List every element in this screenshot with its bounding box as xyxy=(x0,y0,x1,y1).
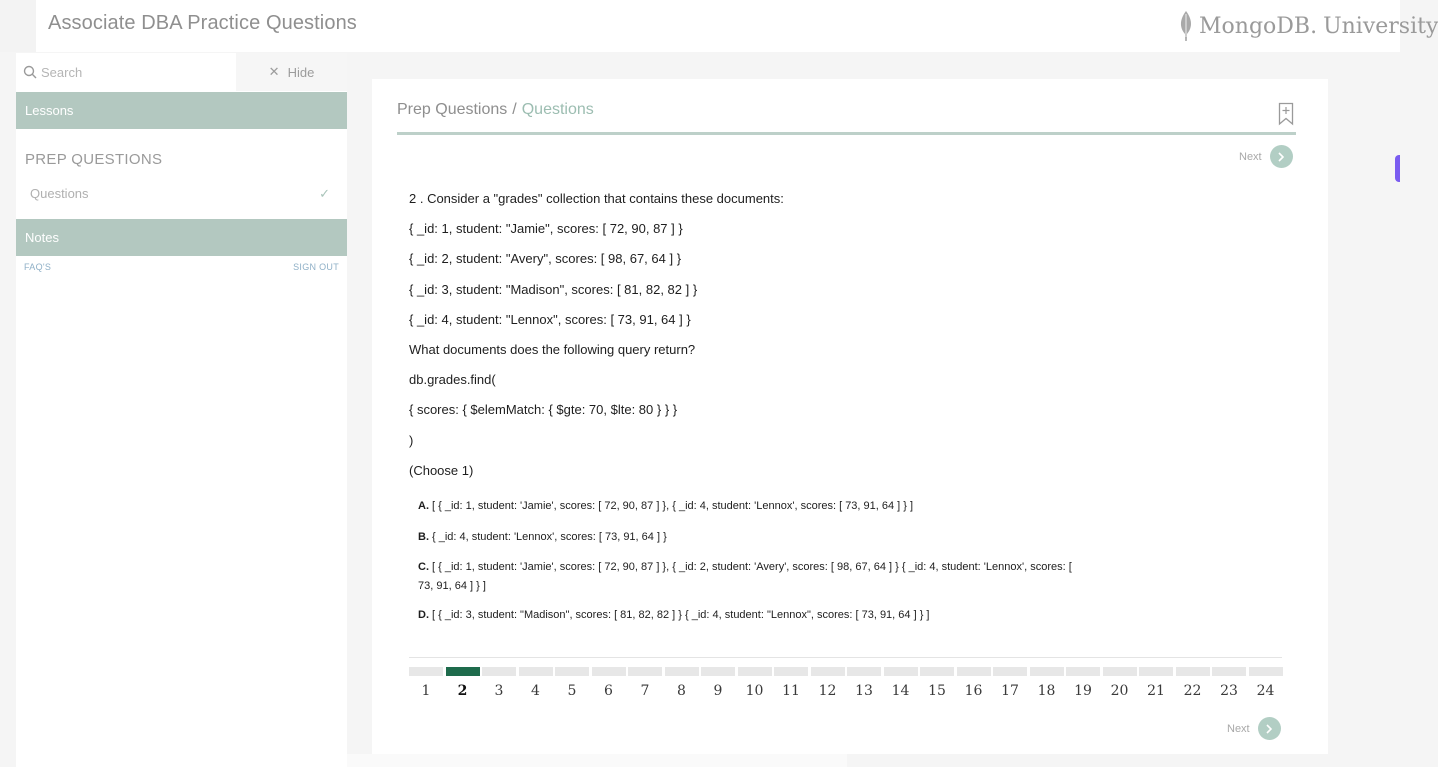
question-line: { _id: 2, student: "Avery", scores: [ 98, 67, 64 ] } xyxy=(409,251,682,267)
page-number: 24 xyxy=(1256,683,1275,699)
top-header xyxy=(0,0,1438,52)
page-number: 1 xyxy=(421,683,431,699)
page-8[interactable] xyxy=(665,667,699,707)
page-23[interactable] xyxy=(1212,667,1246,707)
page-bar xyxy=(1103,667,1137,676)
page-number: 2 xyxy=(457,683,468,699)
question-line: (Choose 1) xyxy=(409,462,474,478)
page-number: 20 xyxy=(1110,683,1129,699)
chevron-right-icon xyxy=(1276,152,1286,162)
page-bar xyxy=(1139,667,1173,676)
page-24[interactable] xyxy=(1249,667,1283,707)
bottom-shadow xyxy=(347,754,847,767)
question-text xyxy=(409,191,1289,493)
brand-suffix: University xyxy=(1323,13,1438,39)
search-box[interactable] xyxy=(16,53,236,91)
page-14[interactable] xyxy=(884,667,918,707)
sign-out-link[interactable]: SIGN OUT xyxy=(293,262,339,272)
breadcrumb xyxy=(397,101,594,119)
option-letter: A. xyxy=(418,500,429,512)
option-text: [ { _id: 3, student: "Madison", scores: [ 81, 82, 82 ] } { _id: 4, student: "Lennox", scores: [ 73, 91, 64 ] } ] xyxy=(432,609,930,621)
page-1[interactable] xyxy=(409,667,443,707)
page-number: 19 xyxy=(1074,683,1092,699)
page-11[interactable] xyxy=(774,667,808,707)
question-line: { _id: 1, student: "Jamie", scores: [ 72, 90, 87 ] } xyxy=(409,221,683,237)
question-line: { scores: { $elemMatch: { $gte: 70, $lte: 80 } } } xyxy=(409,402,678,418)
page-number: 23 xyxy=(1220,683,1238,699)
page-bar xyxy=(738,667,772,676)
answer-option-b[interactable] xyxy=(418,528,1078,547)
brand-logo[interactable] xyxy=(1177,8,1438,44)
page-21[interactable] xyxy=(1139,667,1173,707)
page-number: 16 xyxy=(964,683,983,699)
sidebar-search-row xyxy=(16,53,347,91)
page-bar xyxy=(811,667,845,676)
page-number: 3 xyxy=(494,683,504,699)
faq-link[interactable]: FAQ'S xyxy=(24,262,52,272)
page-bar xyxy=(1066,667,1100,676)
answer-option-c[interactable] xyxy=(418,558,1078,596)
page-bar xyxy=(409,667,443,676)
sidebar-item-questions[interactable] xyxy=(16,180,347,206)
page-bar xyxy=(847,667,881,676)
page-18[interactable] xyxy=(1030,667,1064,707)
page-bar xyxy=(1249,667,1283,676)
page-3[interactable] xyxy=(482,667,516,707)
question-line: 2 . Consider a "grades" collection that contains these documents: xyxy=(409,191,784,206)
page-bar xyxy=(665,667,699,676)
breadcrumb-root[interactable]: Prep Questions xyxy=(397,101,508,118)
page-bar xyxy=(482,667,516,676)
hide-sidebar-button[interactable] xyxy=(236,53,347,91)
next-label: Next xyxy=(1227,722,1250,735)
page-bar xyxy=(1176,667,1210,676)
question-line: ) xyxy=(409,432,414,448)
page-title: Associate DBA Practice Questions xyxy=(48,12,357,34)
checkmark-icon: ✓ xyxy=(319,186,330,201)
page-bar xyxy=(920,667,954,676)
page-4[interactable] xyxy=(519,667,553,707)
page-number: 10 xyxy=(745,683,764,699)
page-number: 4 xyxy=(531,683,540,699)
mongodb-leaf-icon xyxy=(1177,10,1195,42)
page-bar xyxy=(628,667,662,676)
question-line: { _id: 3, student: "Madison", scores: [ 81, 82, 82 ] } xyxy=(409,281,698,297)
page-bar xyxy=(555,667,589,676)
page-bar xyxy=(519,667,553,676)
lessons-button[interactable]: Lessons xyxy=(16,92,347,129)
page-bar xyxy=(592,667,626,676)
page-5[interactable] xyxy=(555,667,589,707)
header-divider xyxy=(397,132,1296,135)
page-number: 18 xyxy=(1037,683,1056,699)
option-text: [ { _id: 1, student: 'Jamie', scores: [ 72, 90, 87 ] }, { _id: 2, student: 'Avery', scores: [ 98, 67, 64 ] } { _id: 4, student: 'Lennox', scores: [ 73, 91, 64 ] } ] xyxy=(418,561,1072,592)
next-button-bottom[interactable] xyxy=(1227,717,1281,740)
page-20[interactable] xyxy=(1103,667,1137,707)
page-bar xyxy=(446,667,480,676)
page-number: 21 xyxy=(1147,683,1165,699)
brand-dot: . xyxy=(1310,13,1318,39)
page-bar xyxy=(701,667,735,676)
answer-option-d[interactable] xyxy=(418,606,1078,625)
question-line: What documents does the following query return? xyxy=(409,341,696,357)
page-bar xyxy=(1212,667,1246,676)
page-19[interactable] xyxy=(1066,667,1100,707)
section-heading-prep-questions: PREP QUESTIONS xyxy=(25,151,163,168)
brand-name: MongoDB xyxy=(1199,13,1311,39)
page-number: 11 xyxy=(782,683,800,699)
page-17[interactable] xyxy=(993,667,1027,707)
page-22[interactable] xyxy=(1176,667,1210,707)
next-circle xyxy=(1258,717,1281,740)
next-circle xyxy=(1270,145,1293,168)
page-number: 17 xyxy=(1001,683,1019,699)
page-bar xyxy=(884,667,918,676)
page-number: 12 xyxy=(818,683,837,699)
option-letter: D. xyxy=(418,609,429,621)
question-pagination xyxy=(409,667,1289,707)
page-6[interactable] xyxy=(592,667,626,707)
breadcrumb-current[interactable]: Questions xyxy=(521,101,594,118)
page-9[interactable] xyxy=(701,667,735,707)
page-12[interactable] xyxy=(811,667,845,707)
page-2[interactable] xyxy=(446,667,480,707)
page-bar xyxy=(1030,667,1064,676)
page-number: 13 xyxy=(855,683,873,699)
page-number: 14 xyxy=(891,683,910,699)
page-number: 8 xyxy=(677,683,686,699)
chevron-right-icon xyxy=(1264,724,1274,734)
page-10[interactable] xyxy=(738,667,772,707)
page-bar xyxy=(957,667,991,676)
pagination-divider xyxy=(409,657,1282,658)
question-line: { _id: 4, student: "Lennox", scores: [ 73, 91, 64 ] } xyxy=(409,311,691,327)
page-number: 9 xyxy=(713,683,723,699)
main-panel xyxy=(372,79,1328,754)
answer-option-a[interactable] xyxy=(418,497,1078,516)
bookmark-icon[interactable] xyxy=(1278,102,1294,126)
page-number: 6 xyxy=(604,683,613,699)
option-letter: C. xyxy=(418,561,429,573)
option-text: { _id: 4, student: 'Lennox', scores: [ 73, 91, 64 ] } xyxy=(432,531,667,543)
search-input[interactable] xyxy=(41,65,211,80)
header-left-strip xyxy=(0,0,36,52)
page-number: 15 xyxy=(928,683,946,699)
search-icon xyxy=(23,65,37,79)
page-7[interactable] xyxy=(628,667,662,707)
page-number: 7 xyxy=(640,683,650,699)
sidebar xyxy=(16,53,347,767)
close-icon: ✕ xyxy=(268,64,280,79)
sidebar-item-label: Questions xyxy=(30,185,89,201)
next-label: Next xyxy=(1239,150,1262,163)
breadcrumb-separator: / xyxy=(512,101,517,118)
page-16[interactable] xyxy=(957,667,991,707)
next-button-top[interactable] xyxy=(1239,145,1293,168)
notes-button[interactable]: Notes xyxy=(16,219,347,256)
page-number: 5 xyxy=(567,683,577,699)
page-13[interactable] xyxy=(847,667,881,707)
page-bar xyxy=(774,667,808,676)
page-number: 22 xyxy=(1183,683,1202,699)
hide-label: Hide xyxy=(287,64,315,80)
page-bar xyxy=(993,667,1027,676)
question-line: db.grades.find( xyxy=(409,372,496,388)
feedback-tab[interactable] xyxy=(1395,155,1400,182)
option-letter: B. xyxy=(418,531,429,543)
option-text: [ { _id: 1, student: 'Jamie', scores: [ 72, 90, 87 ] }, { _id: 4, student: 'Lennox', scores: [ 73, 91, 64 ] } ] xyxy=(432,500,914,512)
page-15[interactable] xyxy=(920,667,954,707)
